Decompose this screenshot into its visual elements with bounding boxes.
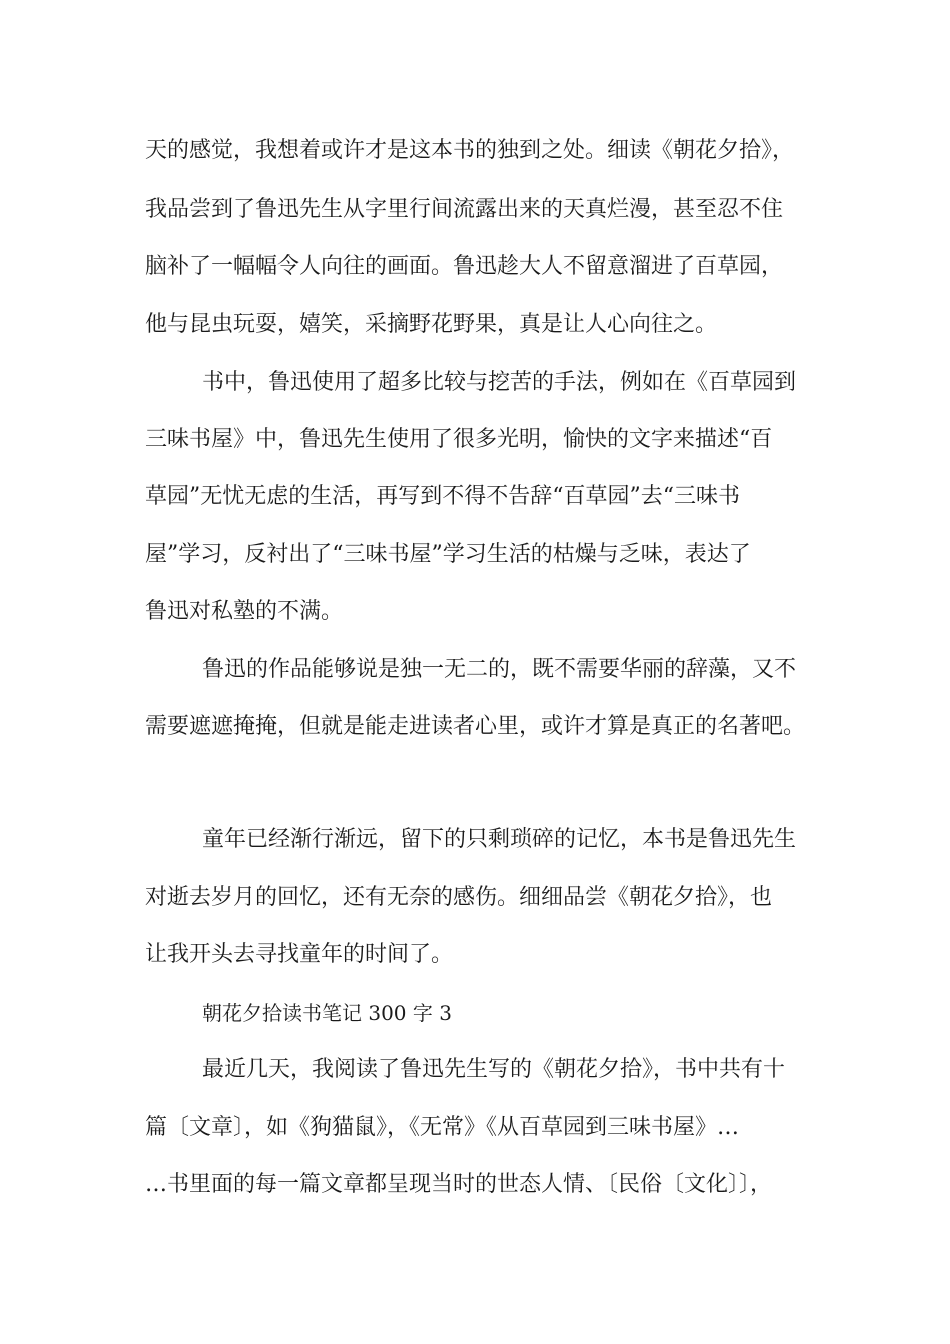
text-line: …书里面的每一篇文章都呈现当时的世态人情、〔民俗〔文化〕〕， [145,1172,773,1197]
text-line: 屋”学习，反衬出了“三味书屋”学习生活的枯燥与乏味，表达了 [145,542,751,567]
paragraph-start-line: 鲁迅的作品能够说是独一无二的，既不需要华丽的辞藻，又不 [202,657,797,682]
paragraph-start-line: 书中，鲁迅使用了超多比较与挖苦的手法，例如在《百草园到 [202,370,797,395]
text-line: 脑补了一幅幅令人向往的画面。鲁迅趁大人不留意溜进了百草园， [145,254,784,279]
text-line: 鲁迅对私塾的不满。 [145,599,344,624]
text-line: 他与昆虫玩耍，嬉笑，采摘野花野果，真是让人心向往之。 [145,312,718,337]
text-line: 我品尝到了鲁迅先生从字里行间流露出来的天真烂漫，甚至忍不住 [145,197,784,222]
text-line: 需要遮遮掩掩，但就是能走进读者心里，或许才算是真正的名著吧。 [145,714,806,739]
paragraph-start-line: 童年已经渐行渐远，留下的只剩琐碎的记忆，本书是鲁迅先生 [202,827,797,852]
text-line: 三味书屋》中，鲁迅先生使用了很多光明，愉快的文字来描述“百 [145,427,773,452]
text-line: 草园”无忧无虑的生活，再写到不得不告辞“百草园”去“三味书 [145,484,740,509]
paragraph-start-line: 最近几天，我阅读了鲁迅先生写的《朝花夕拾》，书中共有十 [202,1057,786,1082]
text-line: 篇〔文章〕，如《狗猫鼠》，《无常》《从百草园到三味书屋》… [145,1115,740,1140]
text-line: 让我开头去寻找童年的时间了。 [145,942,454,967]
section-heading: 朝花夕拾读书笔记 300 字 3 [202,1001,452,1025]
text-line: 对逝去岁月的回忆，还有无奈的感伤。细细品尝《朝花夕拾》，也 [145,885,773,910]
text-line: 天的感觉，我想着或许才是这本书的独到之处。细读《朝花夕拾》， [145,138,795,163]
